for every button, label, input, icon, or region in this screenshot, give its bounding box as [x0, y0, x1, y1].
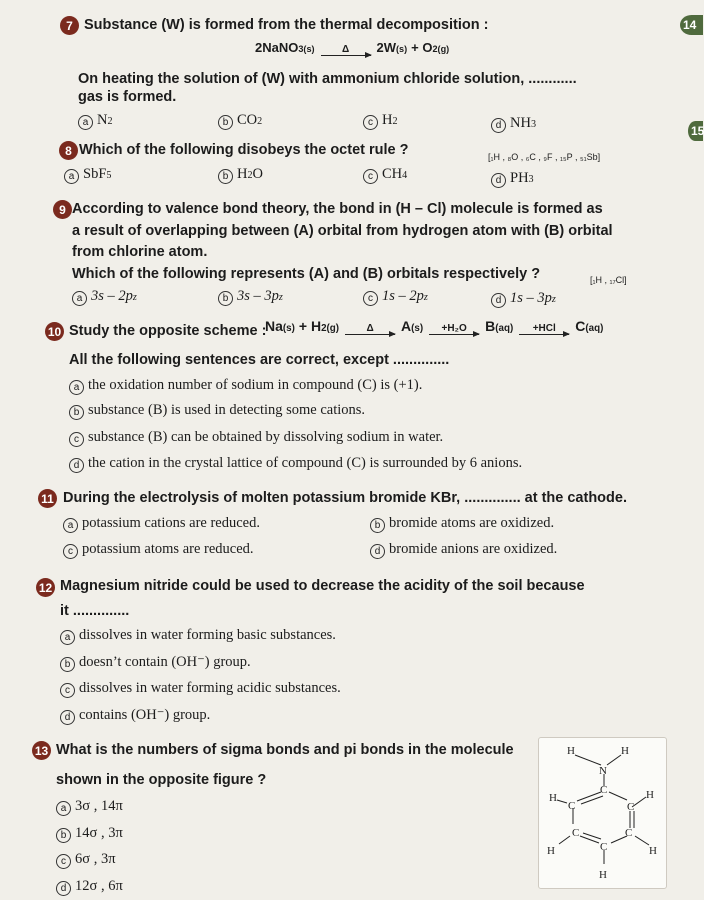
atom-c: C [572, 827, 580, 839]
option-12a[interactable]: a dissolves in water forming basic substances. [60, 627, 336, 644]
option-8a[interactable]: a SbF 5 [64, 166, 111, 183]
question-number-10: 10 [45, 322, 64, 341]
question-10-text-2: All the following sentences are correct, except .............. [69, 352, 450, 368]
question-9-line-4: Which of the following represents (A) and (B) orbitals respectively ? [72, 266, 541, 282]
option-13d[interactable]: d 12σ , 6π [56, 878, 123, 895]
decomposition-equation: 2NaNO 3(s) Δ 2W (s) + O 2(g) [255, 40, 450, 55]
question-12-line-1: Magnesium nitride could be used to decrease the acidity of the soil because [60, 578, 585, 594]
reaction-scheme: Na (s) + H 2(g) Δ A (s) +H₂O B (aq) +HCl C (aq) [265, 318, 604, 334]
option-9b[interactable]: b 3s – 3p z [218, 288, 283, 305]
option-8d[interactable]: d PH 3 [491, 170, 534, 187]
atom-c: C [600, 784, 608, 796]
question-13-line-2: shown in the opposite figure ? [56, 772, 267, 788]
question-number-9: 9 [53, 200, 72, 219]
molecule-structure [539, 738, 666, 888]
option-10d[interactable]: d the cation in the crystal lattice of compound (C) is surrounded by 6 anions. [69, 455, 522, 472]
option-8c[interactable]: c CH 4 [363, 166, 407, 183]
question-12-line-2: it .............. [60, 603, 130, 619]
question-13-line-1: What is the numbers of sigma bonds and pi bonds in the molecule [56, 742, 514, 758]
question-10-text: Study the opposite scheme : [69, 323, 267, 339]
option-13a[interactable]: a 3σ , 14π [56, 798, 123, 815]
question-number-13: 13 [32, 741, 51, 760]
question-9-line-2: a result of overlapping between (A) orbital from hydrogen atom with (B) orbital [72, 223, 613, 239]
option-7b[interactable]: b CO 2 [218, 112, 262, 129]
question-number-8: 8 [59, 141, 78, 160]
question-number-11: 11 [38, 489, 57, 508]
atom-h: H [599, 869, 607, 881]
question-7-text: Substance (W) is formed from the thermal decomposition : [84, 17, 489, 33]
option-7a[interactable]: a N 2 [78, 112, 113, 129]
atom-c: C [625, 827, 633, 839]
option-13b[interactable]: b 14σ , 3π [56, 825, 123, 842]
option-7d[interactable]: d NH 3 [491, 115, 536, 132]
atom-c: C [568, 800, 576, 812]
option-9d[interactable]: d 1s – 3p z [491, 290, 556, 307]
question-9-line-1: According to valence bond theory, the bond in (H – Cl) molecule is formed as [72, 201, 603, 217]
question-number-7: 7 [60, 16, 79, 35]
question-8-atomic-numbers: [₁H , ₈O , ₆C , ₉F , ₁₅P , ₅₁Sb] [488, 152, 601, 162]
option-11d[interactable]: d bromide anions are oxidized. [370, 541, 557, 558]
question-8-text: Which of the following disobeys the octet rule ? [79, 142, 409, 158]
option-11b[interactable]: b bromide atoms are oxidized. [370, 515, 554, 532]
atom-h: H [649, 845, 657, 857]
option-12d[interactable]: d contains (OH⁻) group. [60, 707, 210, 724]
atom-c: C [600, 841, 608, 853]
atom-n: N [599, 765, 607, 777]
question-number-12: 12 [36, 578, 55, 597]
atom-h: H [646, 789, 654, 801]
question-9-line-3: from chlorine atom. [72, 244, 208, 260]
option-10c[interactable]: c substance (B) can be obtained by dissolving sodium in water. [69, 429, 443, 446]
option-9c[interactable]: c 1s – 2p z [363, 288, 428, 305]
option-9a[interactable]: a 3s – 2p z [72, 288, 137, 305]
question-11-text: During the electrolysis of molten potassium bromide KBr, .............. at the cathode. [63, 490, 627, 506]
question-9-atomic-numbers: [₁H , ₁₇Cl] [590, 275, 627, 285]
atom-h: H [567, 745, 575, 757]
option-11a[interactable]: a potassium cations are reduced. [63, 515, 260, 532]
option-11c[interactable]: c potassium atoms are reduced. [63, 541, 254, 558]
question-7-text-3: gas is formed. [78, 89, 177, 105]
question-7-text-2: On heating the solution of (W) with ammonium chloride solution, ............ [78, 71, 577, 87]
atom-h: H [549, 792, 557, 804]
option-12b[interactable]: b doesn’t contain (OH⁻) group. [60, 654, 251, 671]
page-number-tab: 14 [680, 15, 703, 35]
option-13c[interactable]: c 6σ , 3π [56, 851, 116, 868]
atom-h: H [621, 745, 629, 757]
atom-c: C [627, 801, 635, 813]
option-10a[interactable]: a the oxidation number of sodium in compound (C) is (+1). [69, 377, 422, 394]
page-number-tab: 15 [688, 121, 703, 141]
option-8b[interactable]: b H 2 O [218, 166, 263, 183]
atom-h: H [547, 845, 555, 857]
option-10b[interactable]: b substance (B) is used in detecting some cations. [69, 402, 365, 419]
option-7c[interactable]: c H 2 [363, 112, 398, 129]
option-12c[interactable]: c dissolves in water forming acidic substances. [60, 680, 341, 697]
molecule-figure [538, 737, 667, 889]
